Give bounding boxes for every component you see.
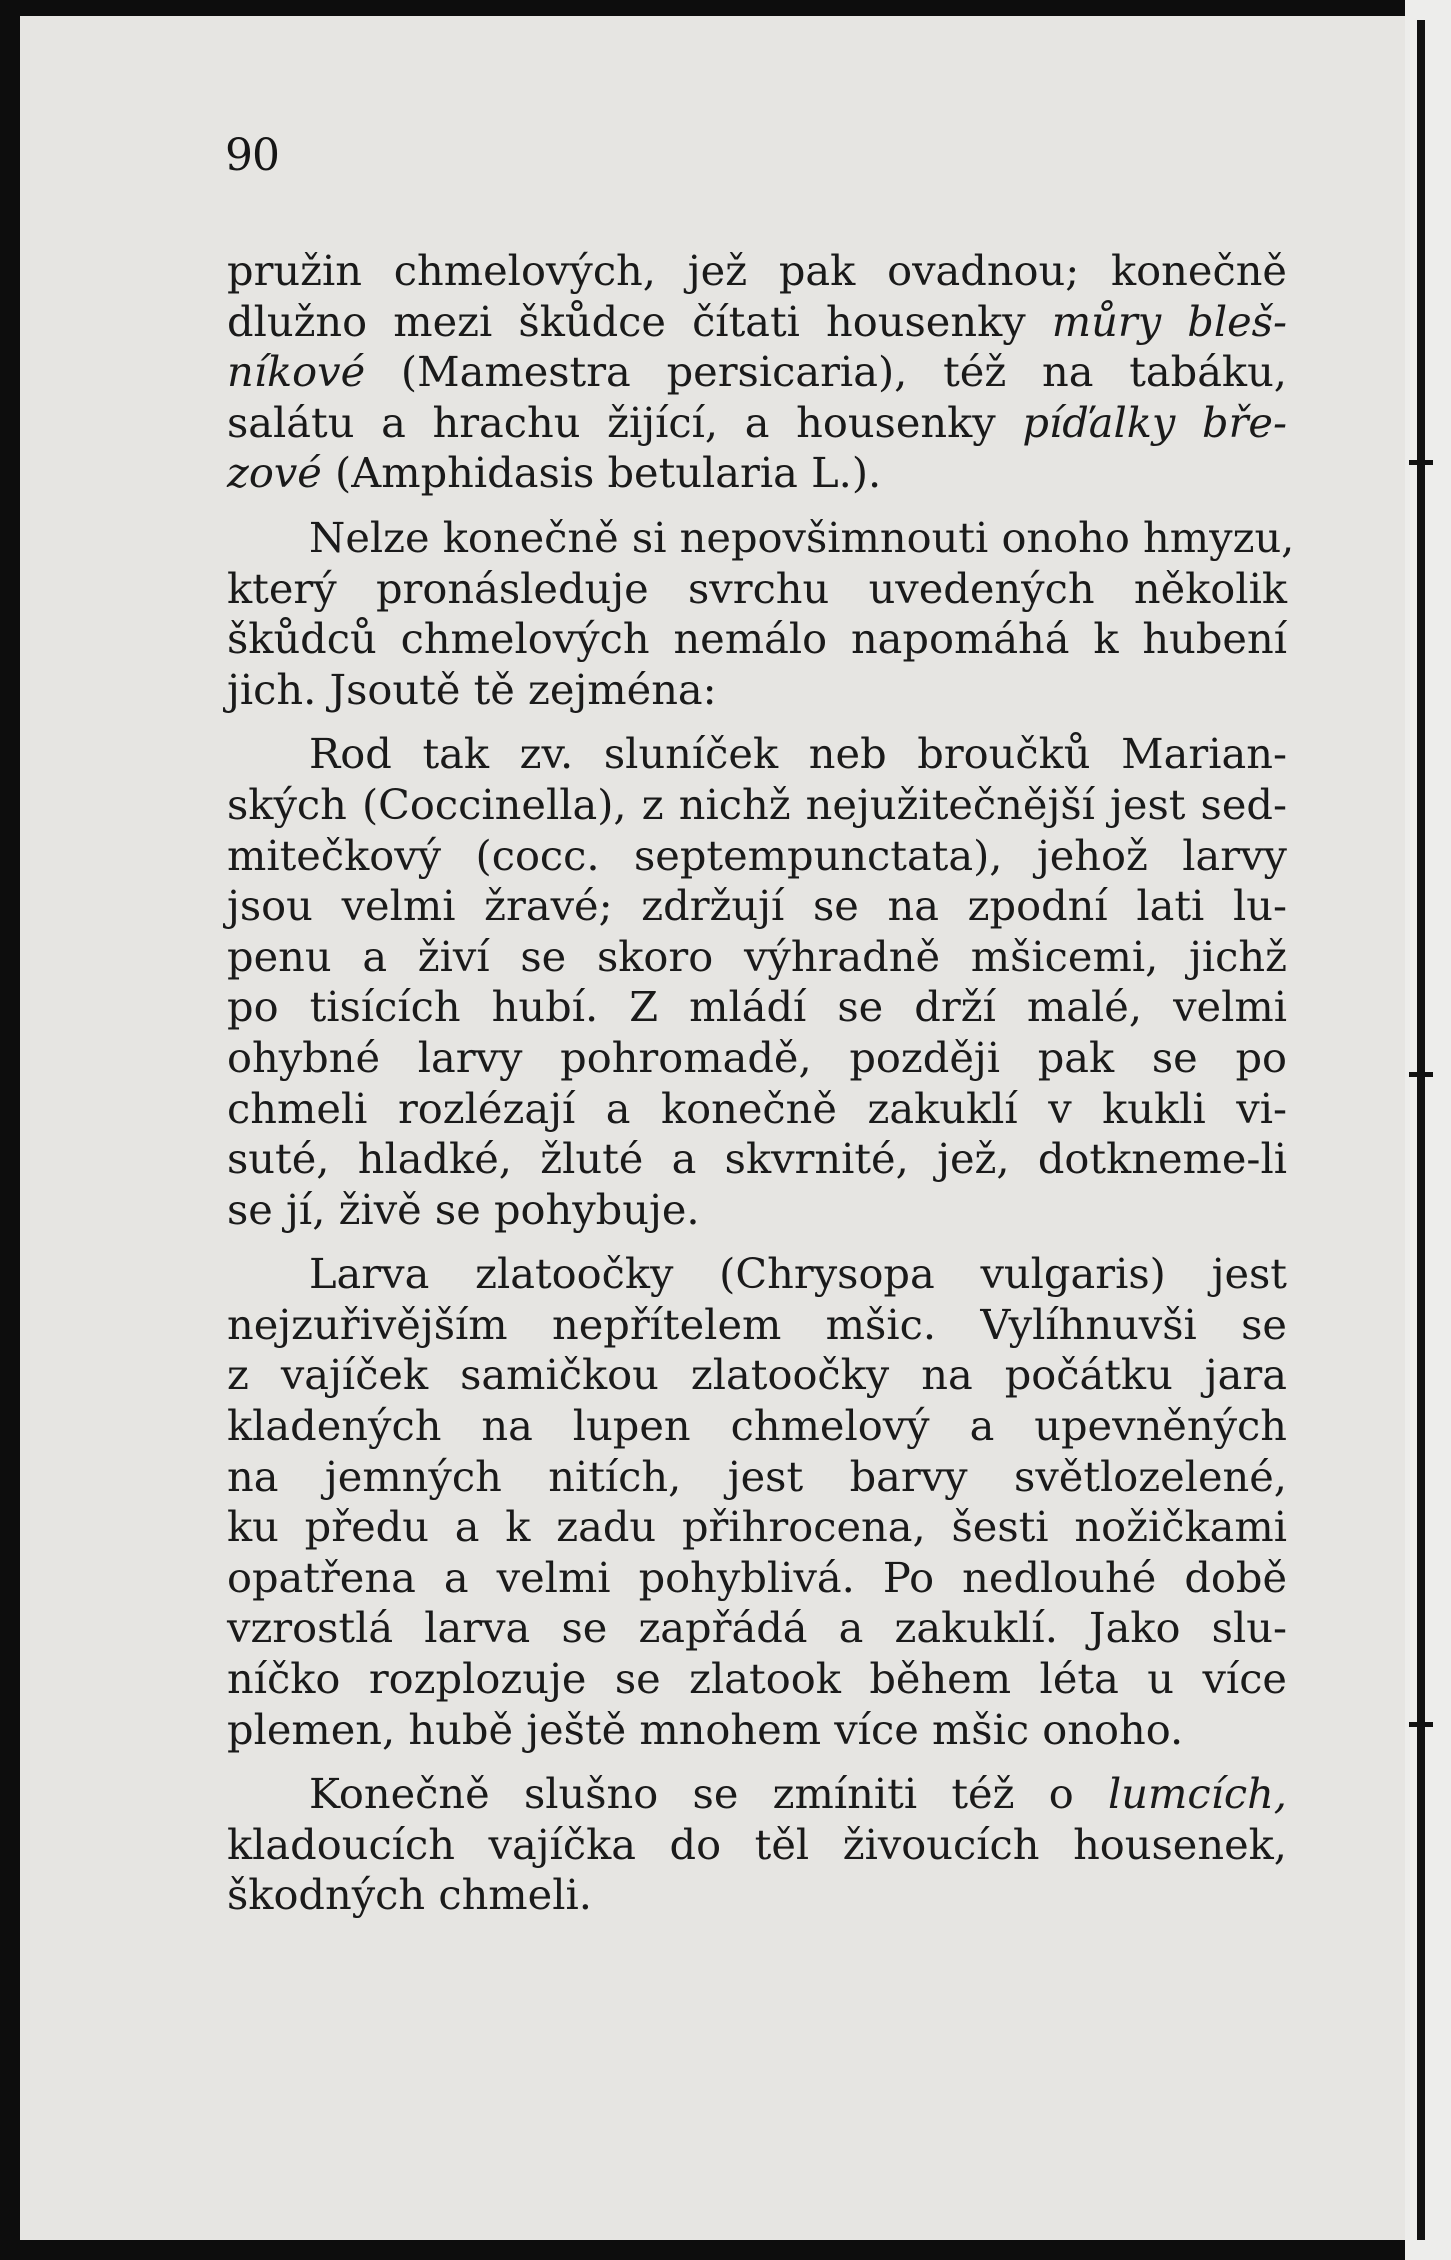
text-line	[227, 448, 1287, 499]
binding-tick	[1409, 1072, 1433, 1077]
text-run: opatřena a velmi pohyblivá. Po nedlouhé době	[227, 1552, 1287, 1602]
text-run: salátu a hrachu žijící, a housenky	[227, 397, 1023, 447]
text-run: na jemných nitích, jest barvy světlozelené,	[227, 1451, 1287, 1501]
text-line	[227, 881, 1287, 932]
text-run: škůdců chmelových nemálo napomáhá k hubení	[227, 614, 1287, 664]
text-run: dlužno mezi škůdce čítati housenky	[227, 296, 1052, 346]
text-run: vzrostlá larva se zapřádá a zakuklí. Jako slu-	[227, 1603, 1287, 1653]
text-run: ku předu a k zadu přihrocena, šesti nožičkami	[227, 1502, 1287, 1552]
paragraph-gap	[227, 499, 1287, 513]
text-run: po tisících hubí. Z mládí se drží malé, velmi	[227, 982, 1287, 1032]
text-line	[227, 831, 1287, 882]
text-line	[227, 1553, 1287, 1604]
text-run: z vajíček samičkou zlatoočky na počátku jara	[227, 1350, 1287, 1400]
body-text	[227, 246, 1295, 1921]
paragraph-gap	[227, 1755, 1287, 1769]
text-line	[227, 297, 1287, 348]
text-run: Larva zlatoočky (Chrysopa vulgaris) jest	[309, 1249, 1287, 1299]
text-run: mitečkový (cocc. septempunctata), jehož larvy	[227, 830, 1287, 880]
text-line	[227, 932, 1287, 983]
italic-term: lumcích,	[1107, 1769, 1287, 1819]
text-run: Nelze konečně si nepovšimnouti onoho hmyzu,	[309, 512, 1295, 562]
text-line	[227, 1185, 1287, 1236]
text-run: ohybné larvy pohromadě, později pak se po	[227, 1032, 1287, 1082]
italic-term: níkové	[227, 347, 366, 397]
paragraph-p3	[227, 729, 1287, 1235]
book-page	[20, 16, 1405, 2240]
text-run: Konečně slušno se zmíniti též o	[309, 1769, 1108, 1819]
text-line	[227, 347, 1287, 398]
text-line	[227, 1249, 1287, 1300]
text-line	[227, 1134, 1287, 1185]
text-run: jsou velmi žravé; zdržují se na zpodní lati lu-	[227, 881, 1287, 931]
text-run: pružin chmelových, jež pak ovadnou; konečně	[227, 246, 1287, 295]
text-line	[227, 665, 1287, 716]
text-run: jich. Jsoutě tě zejména:	[227, 664, 717, 714]
binding-rule	[1417, 20, 1425, 2240]
binding-tick	[1409, 460, 1433, 465]
text-line	[227, 564, 1287, 615]
text-line	[227, 1300, 1287, 1351]
text-run: chmeli rozlézají a konečně zakuklí v kukli vi-	[227, 1083, 1287, 1133]
paragraph-p1	[227, 246, 1287, 499]
text-line	[227, 1452, 1287, 1503]
italic-term: můry bleš-	[1051, 296, 1287, 346]
text-run: (Mamestra persicaria), též na tabáku,	[365, 347, 1287, 397]
text-line	[227, 1603, 1287, 1654]
text-line	[227, 512, 1295, 564]
binding-tick	[1409, 1722, 1433, 1727]
text-run: se jí, živě se pohybuje.	[227, 1184, 700, 1234]
text-line	[227, 1502, 1287, 1553]
text-run: kladoucích vajíčka do těl živoucích housenek,	[227, 1819, 1287, 1869]
text-line	[227, 1769, 1287, 1820]
text-line	[227, 1705, 1287, 1756]
text-run: škodných chmeli.	[227, 1870, 592, 1920]
text-line	[227, 614, 1287, 665]
text-line	[227, 780, 1287, 831]
paragraph-p4	[227, 1249, 1287, 1755]
paragraph-p2	[227, 512, 1295, 715]
paragraph-p5	[227, 1769, 1287, 1921]
text-run: Rod tak zv. sluníček neb broučků Marian-	[309, 729, 1287, 779]
text-run: kladených na lupen chmelový a upevněných	[227, 1401, 1287, 1451]
text-run: nejzuřivějším nepřítelem mšic. Vylíhnuvši se	[227, 1299, 1287, 1349]
text-line	[227, 246, 1287, 297]
italic-term: zové	[227, 448, 322, 498]
text-line	[227, 1033, 1287, 1084]
text-line	[227, 1654, 1287, 1705]
paragraph-gap	[227, 1235, 1287, 1249]
italic-term: píďalky bře-	[1022, 397, 1287, 447]
text-line	[227, 1870, 1287, 1921]
paragraph-gap	[227, 715, 1287, 729]
text-line	[227, 982, 1287, 1033]
text-run: penu a živí se skoro výhradně mšicemi, jichž	[227, 931, 1287, 981]
text-line	[227, 1084, 1287, 1135]
binding-margin	[1405, 0, 1451, 2260]
text-line	[227, 1401, 1287, 1452]
text-run: suté, hladké, žluté a skvrnité, jež, dotkneme-li	[227, 1134, 1287, 1184]
text-line	[227, 398, 1287, 449]
text-run: ských (Coccinella), z nichž nejužitečnější jest sed-	[227, 779, 1287, 829]
text-run: (Amphidasis betularia L.).	[321, 448, 882, 498]
text-run: níčko rozplozuje se zlatook během léta u více	[227, 1654, 1287, 1704]
text-line	[227, 729, 1287, 780]
text-line	[227, 1820, 1287, 1871]
page-number: 90	[225, 130, 279, 181]
text-run: který pronásleduje svrchu uvedených několik	[227, 563, 1287, 613]
text-line	[227, 1350, 1287, 1401]
text-run: plemen, hubě ještě mnohem více mšic onoho.	[227, 1704, 1184, 1754]
